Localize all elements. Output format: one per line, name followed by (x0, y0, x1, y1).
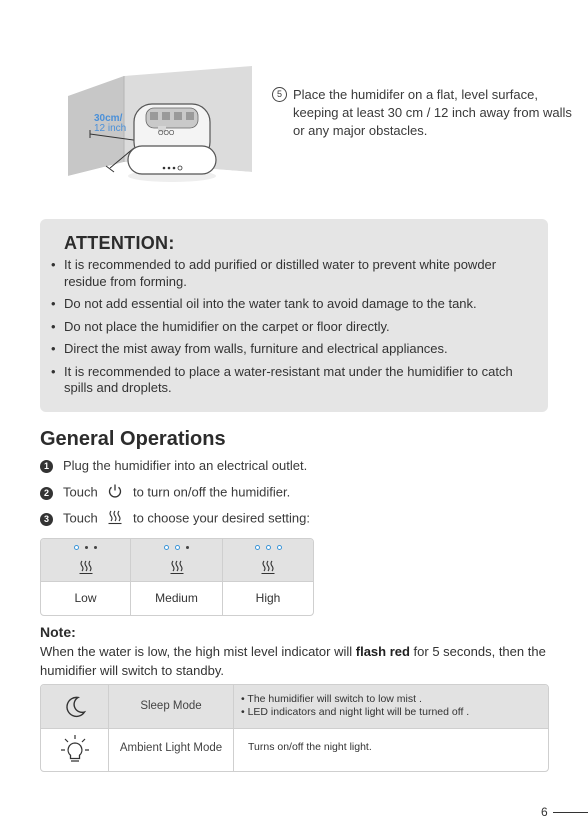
attention-item: • Do not add essential oil into the water tank to avoid damage to the tank. (50, 296, 540, 313)
mist-level-low-label: Low (74, 591, 97, 605)
mist-level-low-indicator (41, 539, 130, 581)
indicator-dot-on (266, 545, 271, 550)
step-number-3: 3 (40, 513, 53, 526)
page-number: 6 (541, 805, 548, 819)
section-title: General Operations (40, 428, 226, 450)
attention-title: ATTENTION: (64, 233, 175, 253)
indicator-dot-on (164, 545, 169, 550)
mist-level-high-label: High (255, 591, 281, 605)
level-indicator-dots (223, 545, 313, 550)
mist-level-high-indicator (223, 539, 313, 581)
ambient-light-mode-desc: Turns on/off the night light. (248, 741, 372, 753)
step-5-text: Place the humidifer on a flat, level surface, keeping at least 30 cm / 12 inch away from walls or any major obstacles. (293, 87, 572, 138)
mist-level-medium-label: Medium (155, 591, 198, 605)
attention-item: • It is recommended to place a water-resistant mat under the humidifier to catch spills and droplets. (50, 364, 540, 397)
sleep-mode-desc-1: • The humidifier will switch to low mist . (241, 693, 422, 705)
mist-level-medium-indicator (131, 539, 222, 581)
humidifier-placement-illustration (62, 64, 262, 194)
mist-level-table (40, 538, 314, 616)
sleep-mode-desc-2: • LED indicators and night light will be turned off . (241, 706, 470, 718)
level-indicator-dots (41, 545, 130, 550)
level-indicator-dots (131, 545, 222, 550)
device-logo: OOO (158, 130, 175, 137)
mist-icon (223, 559, 313, 580)
note-text: When the water is low, the high mist level indicator will flash red for 5 seconds, then the humidifier will switch to standby. (40, 644, 546, 678)
step-number-5: 5 (272, 87, 287, 102)
attention-item: • Do not place the humidifier on the carpet or floor directly. (50, 319, 540, 336)
indicator-dot-on (277, 545, 282, 550)
note-bold-text: flash red (355, 644, 410, 659)
note-title: Note: (40, 624, 76, 640)
lightbulb-icon (60, 733, 90, 770)
ambient-light-mode-label: Ambient Light Mode (119, 742, 223, 754)
mist-icon (107, 509, 123, 529)
indicator-dot-off (94, 546, 97, 549)
operation-step-1: 1 Plug the humidifier into an electrical outlet. (40, 458, 307, 474)
page-number-rule (553, 812, 588, 813)
moon-icon (63, 695, 87, 724)
mist-icon (131, 559, 222, 580)
indicator-dot-off (85, 546, 88, 549)
attention-item: • Direct the mist away from walls, furniture and electrical appliances. (50, 341, 540, 358)
operation-step-2: 2 Touch to turn on/off the humidifier. (40, 483, 290, 503)
power-icon (107, 483, 123, 503)
attention-list (50, 257, 540, 403)
step-5 (272, 86, 572, 140)
step-number-1: 1 (40, 460, 53, 473)
attention-item: • It is recommended to add purified or distilled water to prevent white powder residue from forming. (50, 257, 540, 290)
operation-step-3: 3 Touch to choose your desired setting: (40, 509, 310, 529)
mist-icon (41, 559, 130, 580)
step-number-2: 2 (40, 487, 53, 500)
indicator-dot-off (186, 546, 189, 549)
indicator-dot-on (175, 545, 180, 550)
sleep-mode-label: Sleep Mode (140, 700, 202, 712)
indicator-dot-on (255, 545, 260, 550)
indicator-dot-on (74, 545, 79, 550)
distance-label: 30cm/ 12 inch (94, 113, 127, 134)
attention-panel (40, 219, 548, 412)
mode-table (40, 684, 549, 772)
